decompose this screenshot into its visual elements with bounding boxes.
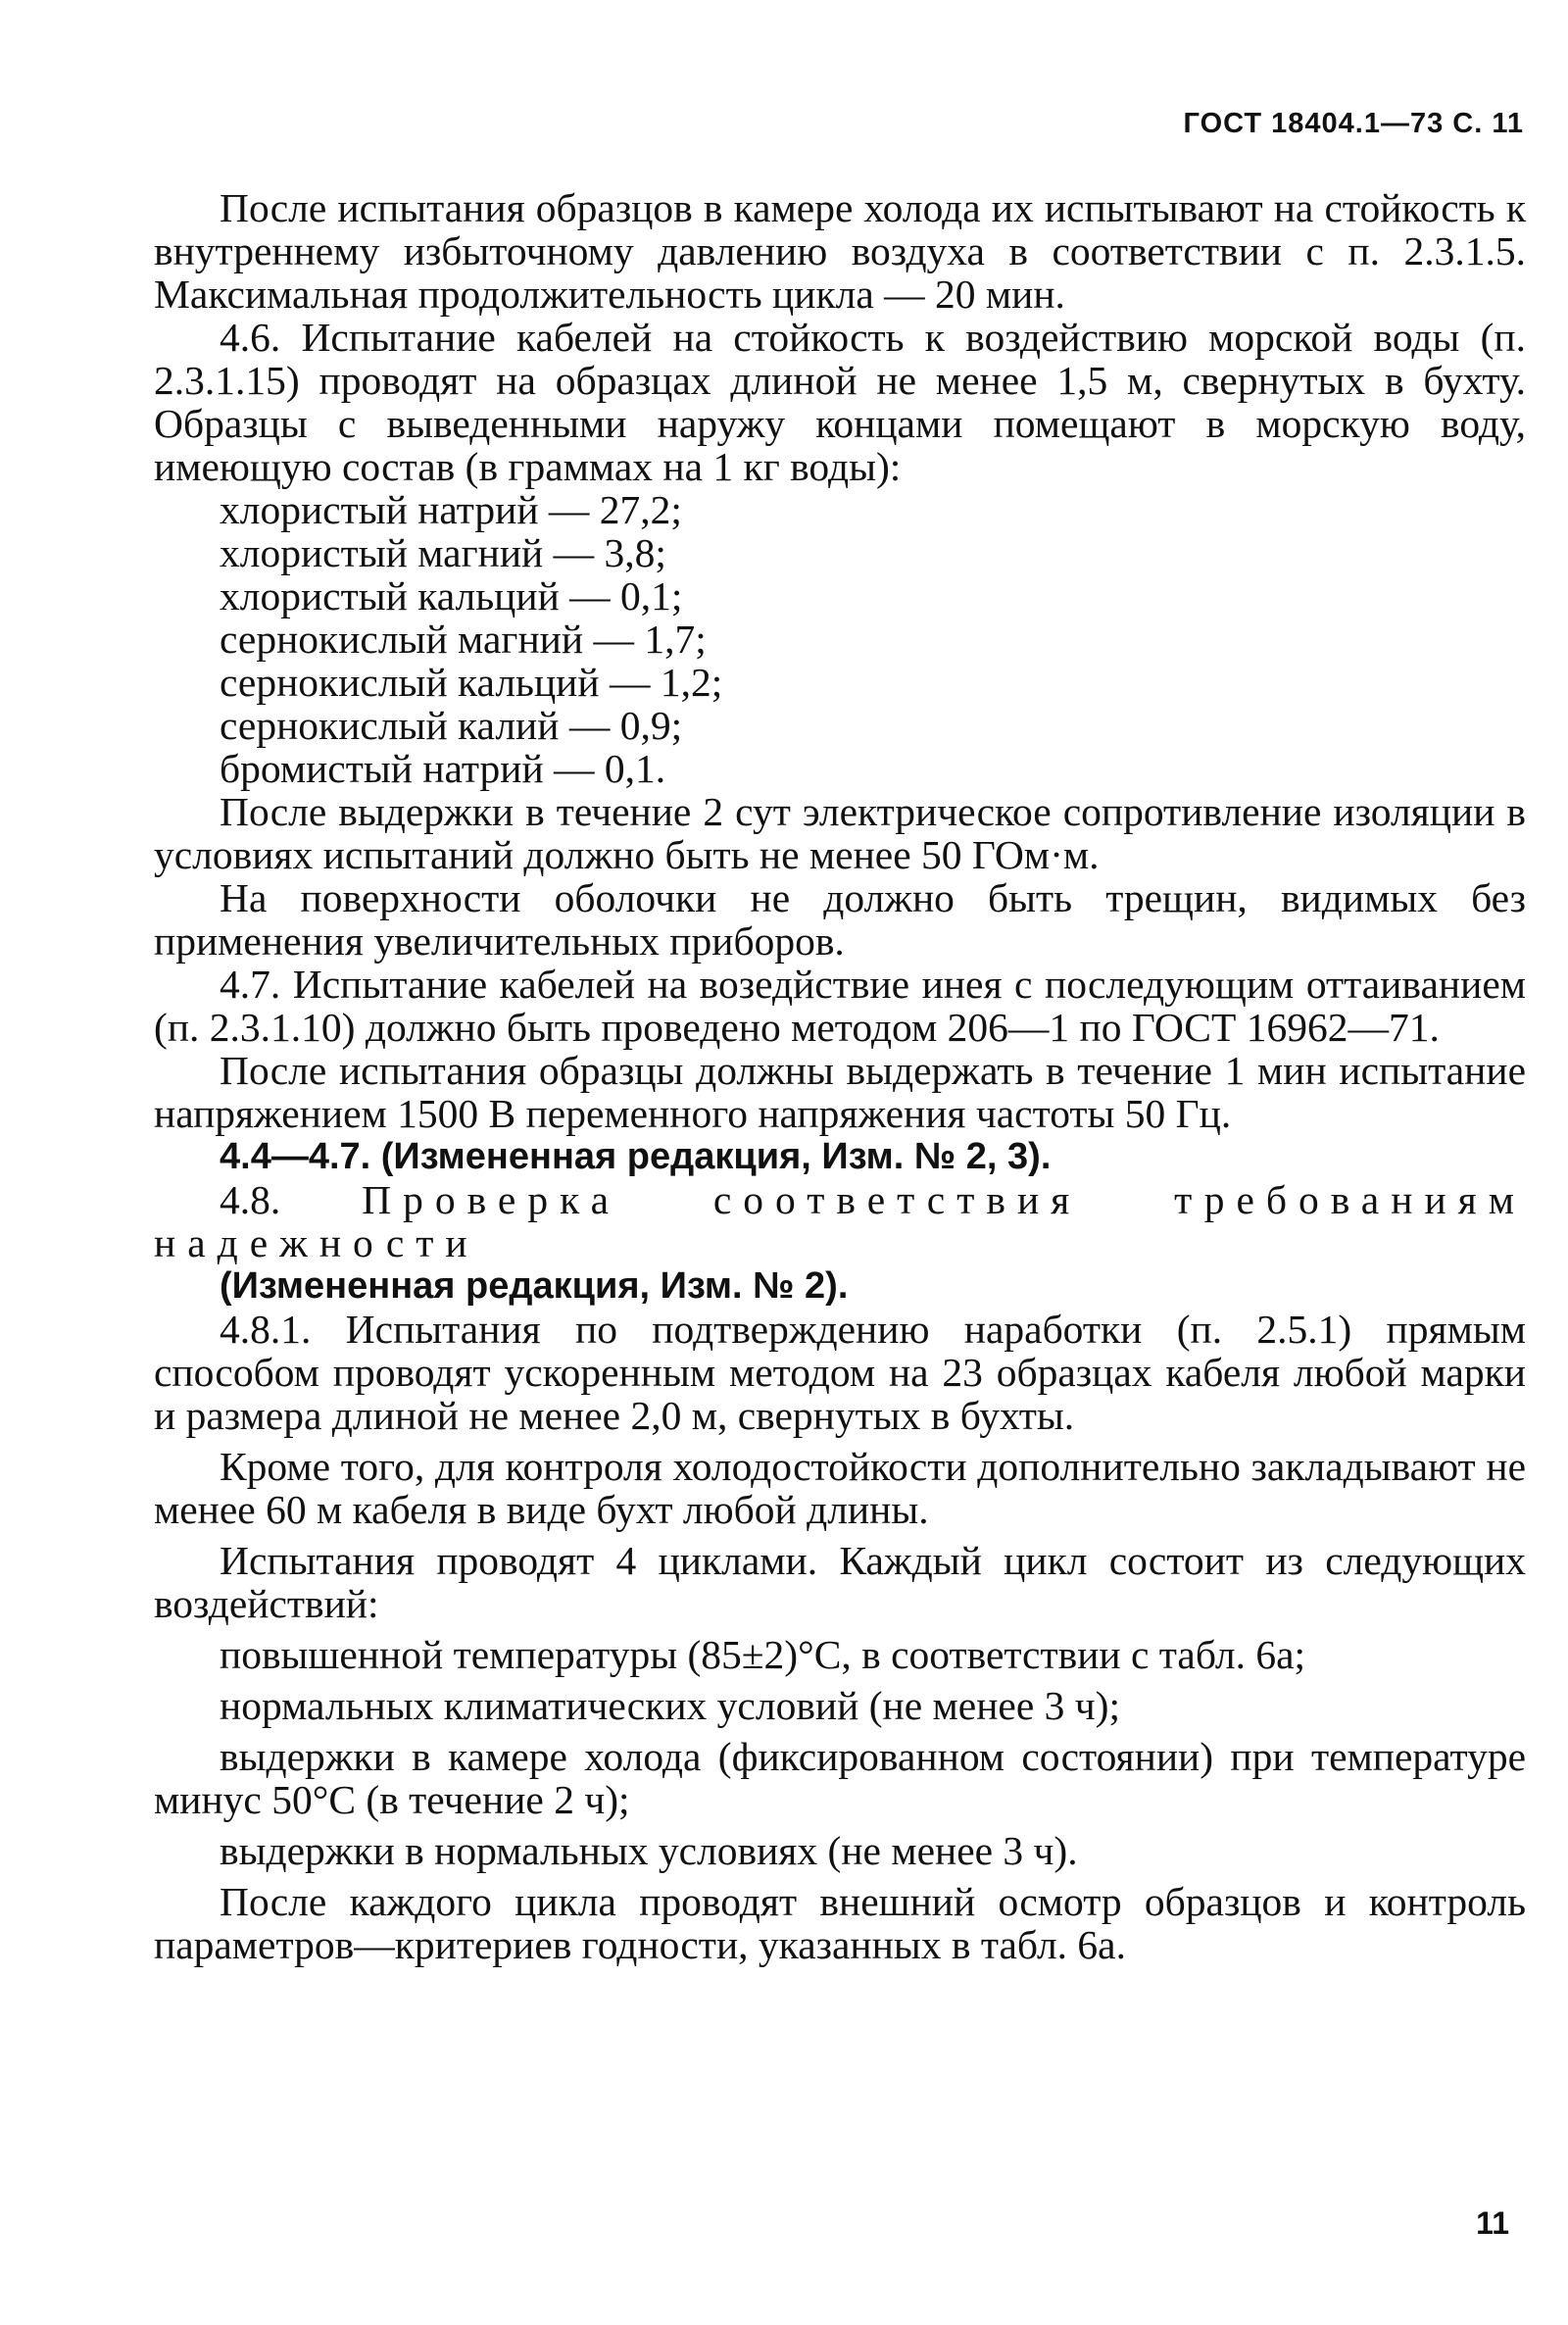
paragraph-normal-conditions: нормальных климатических условий (не менее 3 ч); — [220, 1683, 1120, 1728]
list-item: бромистый натрий — 0,1. — [220, 746, 666, 791]
section-title: Проверка соответствия требованиям надежности — [154, 1177, 1526, 1265]
paragraph-inspection: После каждого цикла проводят внешний осмотр образцов и контроль параметров—критериев годности, указанных в табл. 6а. — [154, 1879, 1526, 1967]
paragraph-no-cracks: На поверхности оболочки не должно быть трещин, видимых без применения увеличительных приборов. — [154, 875, 1526, 964]
list-item: сернокислый магний — 1,7; — [220, 617, 707, 662]
list-item: сернокислый кальций — 1,2; — [220, 660, 723, 705]
paragraph-amendment-4-4-4-7: 4.4—4.7. (Измененная редакция, Изм. № 2, 3). — [220, 1136, 1052, 1177]
paragraph-insulation-resistance: После выдержки в течение 2 сут электрическое сопротивление изоляции в условиях испытаний должно быть не менее 50 ГОм·м. — [154, 789, 1526, 877]
paragraph-normal-exposure: выдержки в нормальных условиях (не менее 3 ч). — [220, 1828, 1078, 1873]
paragraph-4-6: 4.6. Испытание кабелей на стойкость к воздействию морской воды (п. 2.3.1.15) проводят на образцах длиной не менее 1,5 м, свернутых в бухту. Образцы с выведенными наружу концами помещают в морскую воду, имеющую состав (в граммах на 1 кг воды): — [154, 315, 1526, 489]
list-item: хлористый магний — 3,8; — [220, 530, 666, 575]
paragraph-cold-chamber: выдержки в камере холода (фиксированном состоянии) при температуре минус 50°С (в течение 2 ч); — [154, 1734, 1526, 1822]
paragraph-after-cold-test: После испытания образцов в камере холода их испытывают на стойкость к внутреннему избыточному давлению воздуха в соответствии с п. 2.3.1.5. Максимальная продолжительность цикла — 20 мин. — [154, 185, 1526, 317]
section-title-4-8 — [154, 1178, 1526, 1264]
page-number: 11 — [1476, 2205, 1509, 2241]
paragraph-voltage-test: После испытания образцы должны выдержать в течение 1 мин испытание напряжением 1500 В переменного напряжения частоты 50 Гц. — [154, 1048, 1526, 1136]
seawater-composition-list — [154, 488, 1526, 790]
page-header: ГОСТ 18404.1—73 С. 11 — [1183, 108, 1524, 139]
list-item: хлористый натрий — 27,2; — [220, 487, 682, 532]
paragraph-4-8-1: 4.8.1. Испытания по подтверждению наработки (п. 2.5.1) прямым способом проводят ускоренным методом на 23 образцах кабеля любой марки и размера длиной не менее 2,0 м, свернутых в бухты. — [154, 1307, 1526, 1438]
paragraph-high-temperature: повышенной температуры (85±2)°С, в соответствии с табл. 6а; — [220, 1632, 1306, 1677]
list-item: сернокислый калий — 0,9; — [220, 703, 683, 748]
list-item: хлористый кальций — 0,1; — [220, 573, 683, 618]
paragraph-4-7: 4.7. Испытание кабелей на возедйствие инея с последующим оттаиванием (п. 2.3.1.10) должно быть проведено методом 206—1 по ГОСТ 16962—71. — [154, 962, 1526, 1050]
section-number: 4.8. — [220, 1177, 281, 1222]
paragraph-cold-resistance: Кроме того, для контроля холодостойкости дополнительно закладывают не менее 60 м кабеля в виде бухт любой длины. — [154, 1444, 1526, 1532]
document-body — [154, 186, 1526, 1966]
paragraph-cycles: Испытания проводят 4 циклами. Каждый цикл состоит из следующих воздействий: — [154, 1538, 1526, 1626]
paragraph-amendment-4-8: (Измененная редакция, Изм. № 2). — [220, 1265, 849, 1307]
